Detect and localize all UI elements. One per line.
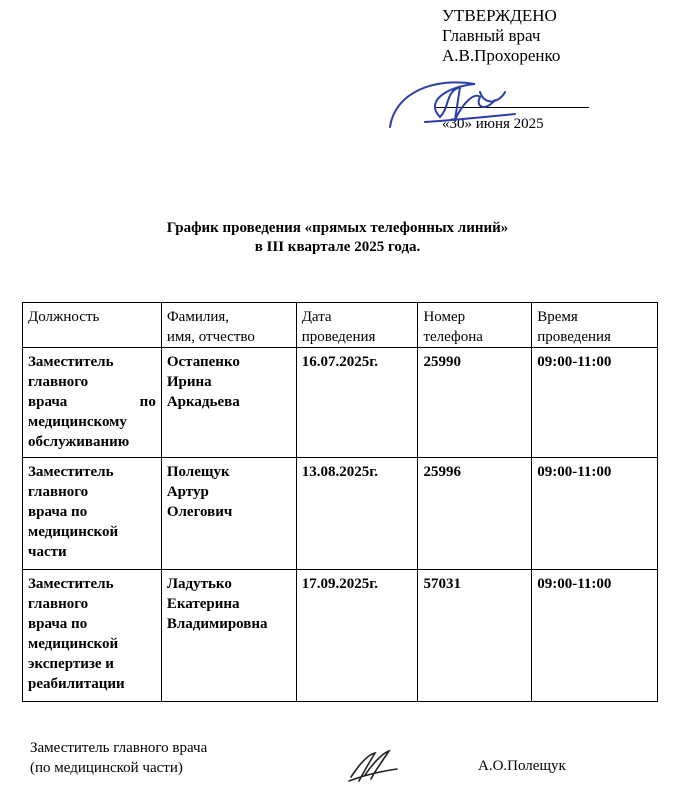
header-position: Должность bbox=[23, 303, 162, 348]
approval-name: А.В.Прохоренко bbox=[442, 46, 561, 65]
cell-time: 09:00-11:00 bbox=[532, 348, 658, 458]
cell-position: Заместитель главного врача по медицинскому обслуживанию bbox=[23, 348, 162, 458]
cell-name: Остапенко Ирина Аркадьева bbox=[161, 348, 296, 458]
cell-date: 16.07.2025г. bbox=[296, 348, 418, 458]
cell-phone: 25996 bbox=[418, 458, 532, 570]
approval-status: УТВЕРЖДЕНО bbox=[442, 6, 557, 25]
footer-block bbox=[30, 738, 207, 778]
approval-date: «30» июня 2025 bbox=[442, 116, 544, 132]
footer-position-line-1: Заместитель главного врача bbox=[30, 740, 208, 756]
table-row bbox=[23, 458, 658, 570]
header-time: Время проведения bbox=[532, 303, 658, 348]
cell-date: 13.08.2025г. bbox=[296, 458, 418, 570]
cell-date: 17.09.2025г. bbox=[296, 570, 418, 702]
cell-phone: 57031 bbox=[418, 570, 532, 702]
header-phone: Номер телефона bbox=[418, 303, 532, 348]
cell-position: Заместитель главного врача по медицинской части bbox=[23, 458, 162, 570]
deputy-signature bbox=[345, 745, 400, 785]
table-header-row bbox=[23, 303, 658, 348]
title-line-2: в III квартале 2025 года. bbox=[254, 239, 421, 255]
table-row bbox=[23, 570, 658, 702]
approval-block bbox=[442, 6, 561, 132]
schedule-table bbox=[22, 302, 658, 702]
cell-name: Ладутько Екатерина Владимировна bbox=[161, 570, 296, 702]
approval-position: Главный врач bbox=[442, 26, 541, 45]
cell-name: Полещук Артур Олегович bbox=[161, 458, 296, 570]
document-title bbox=[0, 219, 675, 257]
head-doctor-signature bbox=[385, 62, 520, 137]
cell-time: 09:00-11:00 bbox=[532, 570, 658, 702]
title-line-1: График проведения «прямых телефонных линий» bbox=[166, 220, 509, 236]
table-row bbox=[23, 348, 658, 458]
footer-position-line-2: (по медицинской части) bbox=[30, 760, 183, 776]
cell-position: Заместитель главного врача по медицинской экспертизе и реабилитации bbox=[23, 570, 162, 702]
header-date: Дата проведения bbox=[296, 303, 418, 348]
footer-signatory-name: А.О.Полещук bbox=[478, 758, 566, 774]
cell-time: 09:00-11:00 bbox=[532, 458, 658, 570]
header-fio: Фамилия, имя, отчество bbox=[161, 303, 296, 348]
cell-phone: 25990 bbox=[418, 348, 532, 458]
